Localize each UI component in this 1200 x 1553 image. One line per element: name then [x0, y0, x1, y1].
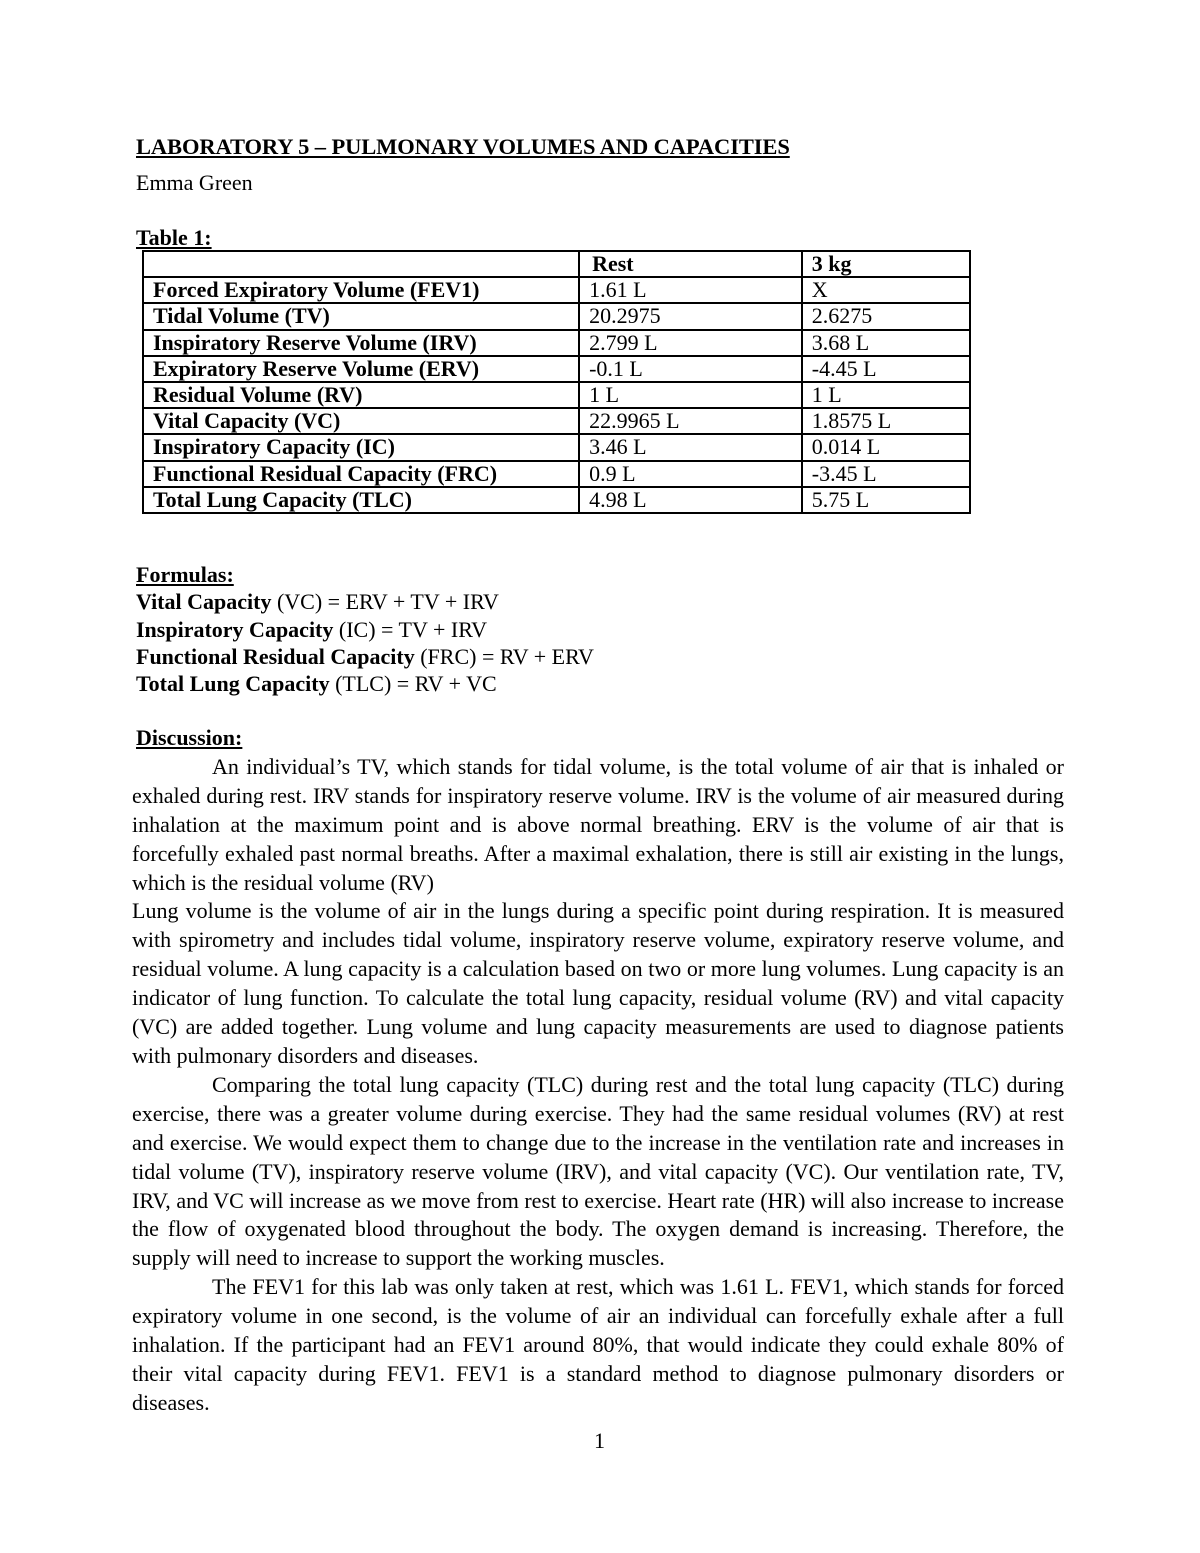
3kg-value: X	[802, 277, 970, 303]
3kg-value: 2.6275	[802, 303, 970, 329]
formula-expression: (IC) = TV + IRV	[333, 616, 488, 642]
3kg-value: 3.68 L	[802, 330, 970, 356]
3kg-value: 0.014 L	[802, 434, 970, 460]
header-cell-3kg: 3 kg	[802, 251, 970, 277]
discussion-paragraph: Comparing the total lung capacity (TLC) during rest and the total lung capacity (TLC) during exercise, there was a greater volume during exercise. They had the same residual volumes (RV) at rest and exercise. We would expect them to change due to the increase in the ventilation rate and increases in tidal volume (TV), inspiratory reserve volume (IRV), and vital capacity (VC). Our ventilation rate, TV, IRV, and VC will increase as we move from rest to exercise. Heart rate (HR) will also increase to increase the flow of oxygenated blood throughout the body. The oxygen demand is increasing. Therefore, the supply will need to increase to support the working muscles.	[132, 1071, 1064, 1271]
discussion-paragraph: Lung volume is the volume of air in the lungs during a specific point during respiration. It is measured with spirometry and includes tidal volume, inspiratory reserve volume, expiratory reserve volume, and residual volume. A lung capacity is a calculation based on two or more lung volumes. Lung capacity is an indicator of lung function. To calculate the total lung capacity, residual volume (RV) and vital capacity (VC) are added together. Lung volume and lung capacity measurements are used to diagnose patients with pulmonary disorders and diseases.	[132, 898, 1064, 1068]
header-cell-rest: Rest	[579, 251, 802, 277]
formula-expression: (FRC) = RV + ERV	[414, 643, 594, 669]
row-label: Residual Volume (RV)	[143, 382, 579, 408]
formula-name: Vital Capacity	[136, 589, 272, 615]
document-title: LABORATORY 5 – PULMONARY VOLUMES AND CAPACITIES	[136, 134, 790, 159]
row-label: Expiratory Reserve Volume (ERV)	[143, 356, 579, 382]
table-row	[143, 303, 970, 329]
rest-value: 4.98 L	[579, 487, 802, 513]
header-cell	[143, 251, 579, 277]
table-row	[143, 408, 970, 434]
formula-name: Inspiratory Capacity	[136, 616, 334, 642]
rest-value: 0.9 L	[579, 461, 802, 487]
formulas-heading: Formulas:	[136, 562, 234, 587]
formula-line	[136, 588, 594, 615]
author-name: Emma Green	[136, 170, 253, 195]
discussion-paragraph: An individual’s TV, which stands for tidal volume, is the total volume of air that is inhaled or exhaled during rest. IRV stands for inspiratory reserve volume. IRV is the volume of air measured during inhalation at the maximum point and is above normal breathing. ERV is the volume of air that is forcefully exhaled past normal breaths. After a maximal exhalation, there is still air existing in the lungs, which is the residual volume (RV)	[132, 753, 1064, 895]
3kg-value: -4.45 L	[802, 356, 970, 382]
table-row	[143, 356, 970, 382]
row-label: Total Lung Capacity (TLC)	[143, 487, 579, 513]
rest-value: 20.2975	[579, 303, 802, 329]
3kg-value: 1 L	[802, 382, 970, 408]
table-row	[143, 330, 970, 356]
page-number: 1	[594, 1428, 605, 1453]
discussion-paragraph: The FEV1 for this lab was only taken at rest, which was 1.61 L. FEV1, which stands for forced expiratory volume in one second, is the volume of air an individual can forcefully exhale after a full inhalation. If the participant had an FEV1 around 80%, that would indicate they could exhale 80% of their vital capacity during FEV1. FEV1 is a standard method to diagnose pulmonary disorders or diseases.	[132, 1274, 1064, 1415]
table-row	[143, 382, 970, 408]
formula-name: Functional Residual Capacity	[136, 643, 415, 669]
3kg-value: -3.45 L	[802, 461, 970, 487]
discussion-heading: Discussion:	[136, 725, 243, 750]
formulas-section	[136, 561, 594, 697]
row-label: Functional Residual Capacity (FRC)	[143, 461, 579, 487]
table-row	[143, 461, 970, 487]
formula-line	[136, 616, 594, 643]
table-row	[143, 277, 970, 303]
3kg-value: 1.8575 L	[802, 408, 970, 434]
discussion-section	[132, 724, 1064, 1418]
formula-line	[136, 670, 594, 697]
rest-value: 22.9965 L	[579, 408, 802, 434]
rest-value: 3.46 L	[579, 434, 802, 460]
row-label: Inspiratory Capacity (IC)	[143, 434, 579, 460]
formula-name: Total Lung Capacity	[136, 671, 330, 697]
row-label: Inspiratory Reserve Volume (IRV)	[143, 330, 579, 356]
formula-expression: (VC) = ERV + TV + IRV	[271, 589, 499, 615]
formula-line	[136, 643, 594, 670]
table-row	[143, 487, 970, 513]
table-label: Table 1:	[136, 225, 212, 250]
table-row	[143, 434, 970, 460]
lung-volumes-table	[142, 250, 971, 514]
rest-value: 1.61 L	[579, 277, 802, 303]
row-label: Vital Capacity (VC)	[143, 408, 579, 434]
formula-expression: (TLC) = RV + VC	[329, 671, 497, 697]
table-header-row	[143, 251, 970, 277]
3kg-value: 5.75 L	[802, 487, 970, 513]
row-label: Tidal Volume (TV)	[143, 303, 579, 329]
rest-value: -0.1 L	[579, 356, 802, 382]
rest-value: 2.799 L	[579, 330, 802, 356]
row-label: Forced Expiratory Volume (FEV1)	[143, 277, 579, 303]
rest-value: 1 L	[579, 382, 802, 408]
